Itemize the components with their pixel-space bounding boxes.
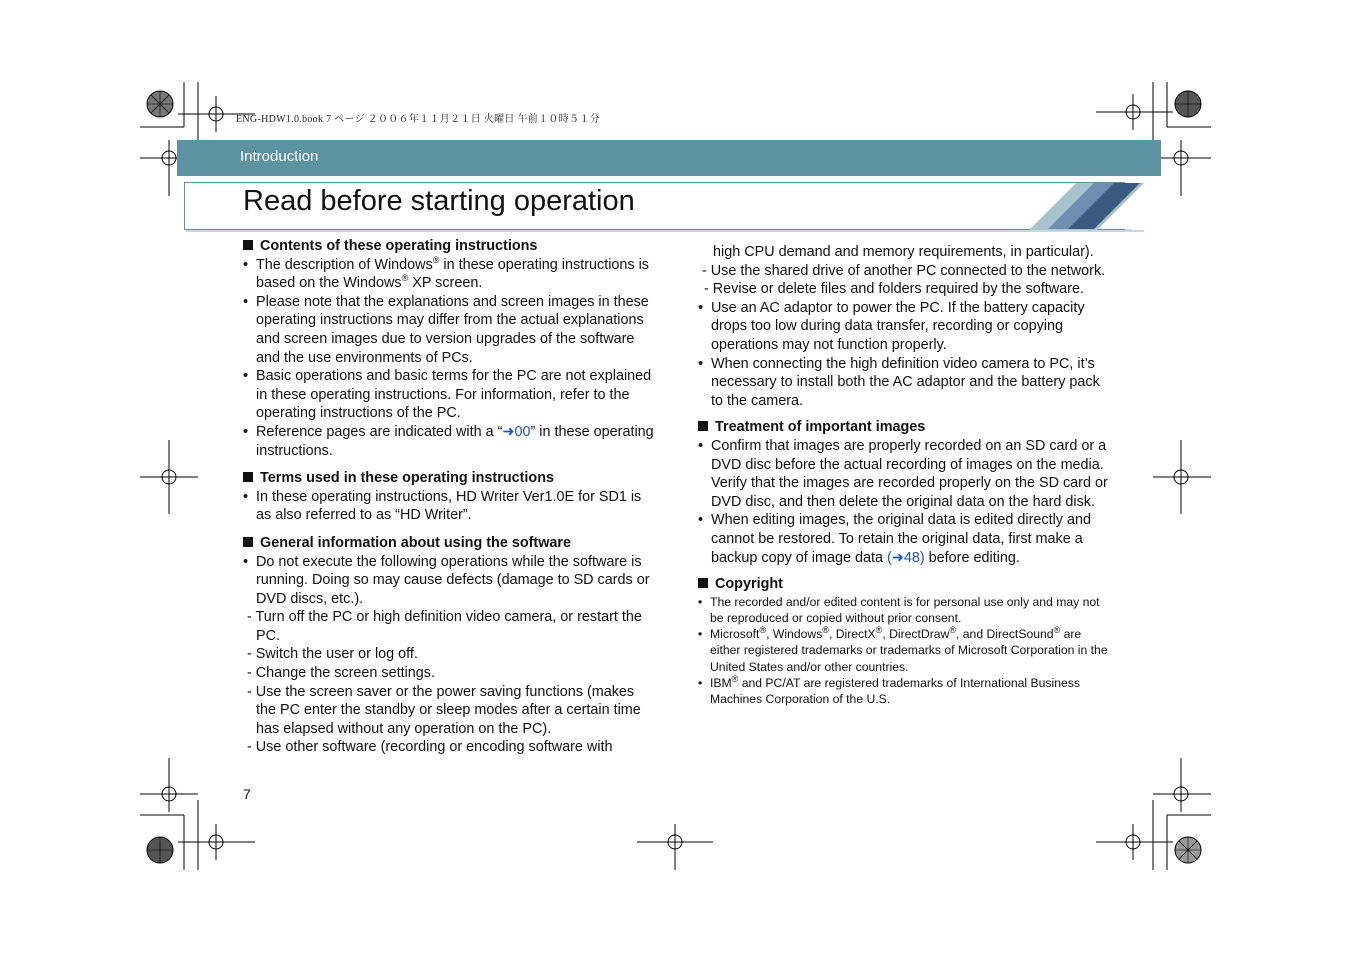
section-label: Introduction [240, 148, 319, 165]
page-number: 7 [243, 786, 251, 802]
dash-screen-settings: - Change the screen settings. [247, 665, 435, 682]
heading-copyright: Copyright [698, 575, 1110, 594]
dash-turn-off: - Turn off the PC or high definition video camera, or restart the PC. [247, 609, 642, 644]
bullet-confirm-images: • Confirm that images are properly recorded on an SD card or a DVD disc before the actual recording of images on the media. Verify that the images are recorded properly on the SD card or DVD disc, and then delete the original data on the hard disk. [698, 437, 1110, 511]
dash-screen-saver: - Use the screen saver or the power saving functions (makes the PC enter the standby or sleep modes after a certain time has elapsed without any operation on the PC). [247, 683, 641, 737]
heading-contents: Contents of these operating instructions [243, 237, 655, 256]
page-title: Read before starting operation [243, 185, 635, 217]
section-band [177, 140, 1161, 176]
dash-shared-drive: - Use the shared drive of another PC connected to the network. [702, 262, 1106, 279]
square-bullet-icon [698, 578, 708, 588]
dash-revise-files: - Revise or delete files and folders required by the software. [704, 281, 1084, 298]
copyright-microsoft: • Microsoft®, Windows®, DirectX®, DirectDraw®, and DirectSound® are either registered trademarks or trademarks of Microsoft Corporation in the United States and/or other countries. [698, 626, 1110, 675]
dash-switch-user: - Switch the user or log off. [247, 646, 418, 663]
square-bullet-icon [243, 537, 253, 547]
square-bullet-icon [243, 240, 253, 250]
square-bullet-icon [243, 472, 253, 482]
dash-other-software-cont: high CPU demand and memory requirements, in particular). [713, 244, 1094, 260]
heading-terms: Terms used in these operating instructions [243, 469, 655, 488]
print-slug: ENG-HDW1.0.book 7 ページ ２００６年１１月２１日 火曜日 午前１０時５１分 [236, 114, 600, 125]
bullet-reference-pages: • Reference pages are indicated with a “➜00” in these operating instructions. [243, 423, 655, 460]
reference-link[interactable]: ➜00 [502, 423, 531, 440]
bullet-screen-images: • Please note that the explanations and screen images in these operating instructions may differ from the actual explanations and screen images due to version upgrades of the software and the use environments of PCs. [243, 293, 655, 367]
square-bullet-icon [698, 421, 708, 431]
bullet-hd-writer: • In these operating instructions, HD Writer Ver1.0E for SD1 is as also referred to as “HD Writer”. [243, 488, 655, 525]
bullet-ac-adaptor: • Use an AC adaptor to power the PC. If the battery capacity drops too low during data transfer, recording or copying operations may not function properly. [698, 299, 1110, 355]
bullet-windows: • The description of Windows® in these operating instructions is based on the Windows® XP screen. [243, 256, 655, 293]
dash-other-software: - Use other software (recording or encoding software with [247, 739, 613, 756]
bullet-do-not-execute: • Do not execute the following operations while the software is running. Doing so may cause defects (damage to SD cards or DVD discs, etc.). [243, 553, 655, 609]
copyright-personal-use: • The recorded and/or edited content is for personal use only and may not be reproduced or copied without prior consent. [698, 594, 1110, 626]
bullet-connecting-camera: • When connecting the high definition video camera to PC, it’s necessary to install both the AC adaptor and the battery pack to the camera. [698, 355, 1110, 411]
left-column [243, 237, 655, 757]
right-column [698, 243, 1110, 707]
title-stripes-graphic [1014, 181, 1144, 233]
bullet-basic-operations: • Basic operations and basic terms for the PC are not explained in these operating instructions. For information, refer to the operating instructions of the PC. [243, 367, 655, 423]
heading-general-info: General information about using the software [243, 534, 655, 553]
copyright-ibm: • IBM® and PC/AT are registered trademarks of International Business Machines Corporation of the U.S. [698, 675, 1110, 707]
backup-reference-link[interactable]: (➜48) [887, 549, 925, 566]
heading-important-images: Treatment of important images [698, 418, 1110, 437]
bullet-editing-images: • When editing images, the original data is edited directly and cannot be restored. To retain the original data, first make a backup copy of image data (➜48) before editing. [698, 511, 1110, 567]
